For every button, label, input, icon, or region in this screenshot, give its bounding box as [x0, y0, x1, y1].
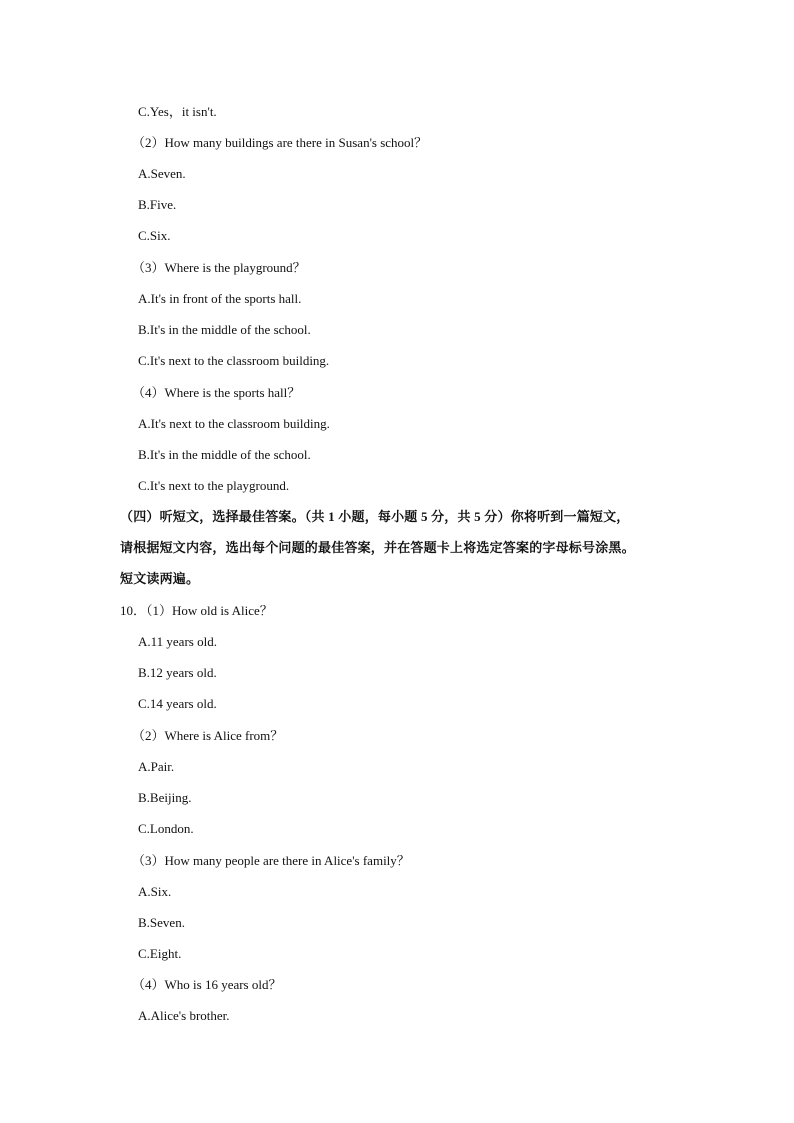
question-line: （2）How many buildings are there in Susan's school？: [132, 135, 428, 150]
answer-option: C.Six.: [138, 228, 171, 243]
answer-option: B.12 years old.: [138, 665, 217, 680]
answer-option: C.Yes，it isn't.: [138, 104, 217, 119]
question-line: （4）Where is the sports hall？: [132, 385, 301, 400]
answer-option: A.Six.: [138, 884, 172, 899]
answer-option: C.It's next to the classroom building.: [138, 353, 330, 368]
answer-option: C.London.: [138, 821, 194, 836]
answer-option: A.11 years old.: [138, 634, 217, 649]
numbered-question: 10．（1）How old is Alice？: [120, 603, 273, 618]
answer-option: A.Seven.: [138, 166, 186, 181]
section-heading: （四）听短文，选择最佳答案。（共 1 小题，每小题 5 分，共 5 分）你将听到一篇短文，: [120, 509, 630, 524]
section-instructions: 短文读两遍。: [120, 571, 200, 586]
question-line: （2）Where is Alice from？: [132, 728, 284, 743]
answer-option: A.It's in front of the sports hall.: [138, 291, 302, 306]
question-line: （3）How many people are there in Alice's family？: [132, 853, 410, 868]
question-line: （4）Who is 16 years old？: [132, 977, 282, 992]
answer-option: C.14 years old.: [138, 696, 217, 711]
answer-option: B.Five.: [138, 197, 177, 212]
question-line: （3）Where is the playground？: [132, 260, 306, 275]
answer-option: B.Beijing.: [138, 790, 192, 805]
answer-option: B.It's in the middle of the school.: [138, 322, 311, 337]
answer-option: C.It's next to the playground.: [138, 478, 290, 493]
answer-option: C.Eight.: [138, 946, 182, 961]
answer-option: A.It's next to the classroom building.: [138, 416, 330, 431]
answer-option: A.Pair.: [138, 759, 175, 774]
answer-option: B.Seven.: [138, 915, 185, 930]
answer-option: B.It's in the middle of the school.: [138, 447, 311, 462]
section-instructions: 请根据短文内容，选出每个问题的最佳答案，并在答题卡上将选定答案的字母标号涂黑。: [120, 540, 635, 555]
answer-option: A.Alice's brother.: [138, 1008, 230, 1023]
